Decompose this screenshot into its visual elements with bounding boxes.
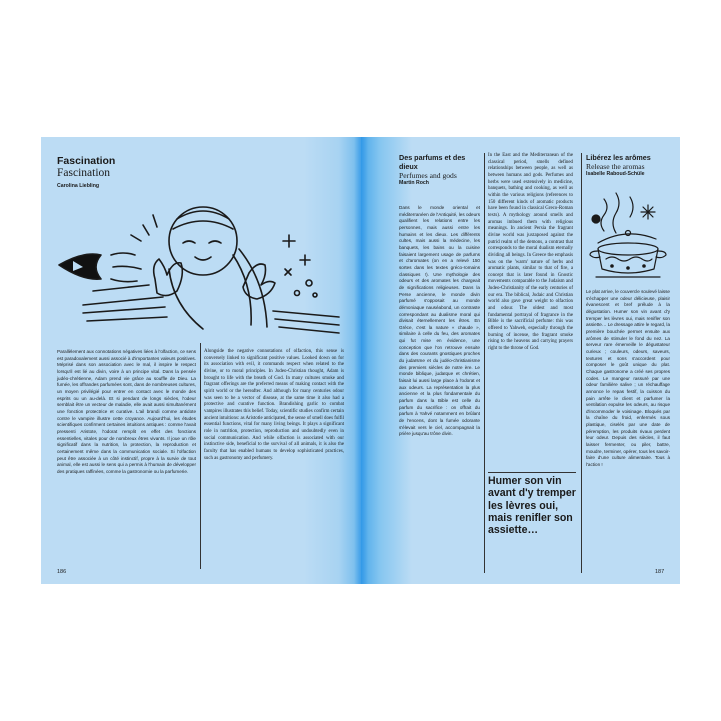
- spine-gutter: [354, 137, 368, 584]
- left-heading-en: Fascination: [57, 167, 111, 179]
- column-divider: [581, 153, 582, 573]
- aside-body: Le plat arrive, le couvercle soulevé laisse s'échapper une odeur délicieuse, plaisir évanescent et bref prélude à la dégustation. Humer son vin avant d'y tremper les lèvres oui, mais renifler son assiette… Le dressage attire le regard, la première bouchée permet ensuite aux arômes de stimuler le fond du nez. La serveur rare émerveille le dégustateur curieux ; couleurs, odeurs, saveurs, textures et sons s'accordent pour composer le goût unique du plat. Chaque gastronome a créé ses propres codes. Le mangeur rassuré par une odeur familière salive ; un réchauffage annonce le repas festif, la cuisson du pain arrête le client et parfumer la ventilation expulse les odeurs, au risque d'incommoder le voisinage. Bloqués par la chaîne du froid, enfermés sous plastique, ciselés par une date de péremption, les produits rivaux perdent leur odeur. Depuis des siècles, il faut laisser fermenter, ou piler, battre, moudre, terminer, opérer, tous les savoir-faire d'une culture alimentaire. Tous à l'action !: [586, 289, 671, 468]
- left-column-fr: [57, 349, 196, 475]
- page-number-left: 186: [57, 569, 67, 575]
- left-heading-fr: Fascination: [57, 155, 116, 167]
- right-page: [361, 137, 680, 584]
- pull-quote-text: Humer son vin avant d'y tremper les lèvres oui, mais renifler son assiette…: [488, 475, 576, 537]
- pull-quote: [488, 475, 578, 536]
- right-column-en: [488, 153, 573, 353]
- face-with-hands-illustration: [53, 195, 343, 335]
- left-body-en: Alongside the negative connotations of olfaction, this sense is conversely linked to significant positive values. Looked down on for its association with evil, it commands respect when related to the divine, or to moral principles. In Judeo-Christian thought, Adam is brought to life with the breath of God. In many cultures smoke and fragrant offerings are the preferred means of making contact with the spirit world or the hereafter. And although for many centuries odour was seen to be a vector of disease, at the same time it also had a protective and curative function. Brandishing garlic to combat vampires illustrates this belief. Today, scientific studies confirm certain ancient intuitions: as Aristotle anticipated, the sense of smell does fulfil essential functions, vital for many living beings. It plays a significant role in nutrition, protection, reproduction and undoubtedly even in social communication. And while olfaction is associated with our instinctive side, beneficial to the survival of all animals, it is also the faculty that has enabled humans to develop sophisticated practices, such as gastronomy and perfumery.: [204, 349, 344, 461]
- aside-heading-en: Release the aromas: [586, 162, 645, 171]
- aside-author: Isabelle Raboud-Schüle: [586, 171, 645, 177]
- quote-rule: [488, 472, 576, 473]
- left-column-en: [204, 349, 344, 462]
- left-author: Carolina Liebling: [57, 183, 100, 189]
- right-heading-fr: Des parfums et des dieux: [399, 153, 466, 171]
- aside-column: [586, 289, 670, 469]
- left-body-fr: Parallèlement aux connotations négatives liées à l'olfaction, ce sens est paradoxalement aussi associé à d'importantes valeurs positives. Méprisé dans son association avec le mal, il inspire le respect lorsqu'il est lié au divin, voire à un principe vital. Dans la pensée judéo-chrétienne, Adam prend vie grâce au souffle de Dieu. La fumée, les offrandes parfumées sont, dans de nombreuses cultures, un moyen privilégié pour entrer en contact avec le monde des esprits ou un au-delà. Et si pendant de longs siècles, l'odeur semblait être un vecteur de maladie, elle avait aussi simultanément une fonction protectrice et curative. L'ail brandi comme antidote contre le vampire illustre cette croyance. Aujourd'hui, les études scientifiques confirment certaines intuitions antiques : comme l'avait pressenti Aristote, l'odorat remplit en effet des fonctions essentielles, vitales pour de nombreux êtres vivants. Il joue un rôle significatif dans la nutrition, la protection, la reproduction et certainement même dans la communication sociale. Si l'olfaction peut être associée à un côté instinctif, propre à la survie de tout animal, elle est aussi le sens qui a permis à l'humain de développer des pratiques raffinées, comme la gastronomie ou la parfumerie.: [57, 349, 196, 474]
- aside-heading-block: [586, 153, 670, 178]
- cooking-pot-illustration: [586, 189, 670, 281]
- right-heading-en: Perfumes and gods: [399, 171, 457, 180]
- column-divider: [200, 343, 201, 569]
- aside-heading-fr: Libérez les arômes: [586, 153, 651, 162]
- column-divider: [484, 153, 485, 573]
- right-author: Martin Roch: [399, 180, 429, 186]
- right-body-en: In the East and the Mediterranean of the classical period, smells defined relationships between people, as well as between humans and gods. Perfumes and herbs were used extensively in medicine, banquets, bathing and cooking, as well as within the various religions (references to 150 different kinds of aromatic products have been found in classical Greco-Roman texts). A mythology around smells and aromas imbued them with religious meanings. In ancient Persia the fragrant divine world was juxtaposed against the putrid realm of the demons, a contrast that corresponds to the moral dualism eternally dividing all beings. In Greece the emphasis was on the 'warm' nature of herbs and aromatic plants, similar to that of fire, a concept that is later found in Gnostic movements comparable to the Judaism and Judeo-Christianity of the early centuries of our era. The biblical, Judaic and Christian world also gave great weight to olfaction and odour. The oldest and most fundamental portrayal of fragrance in the Bible is the sacrificial perfume: this was offered to Yahweh, especially through the burning of incense, the fragrant smoke rising to the heavens and carrying prayers right to the throne of God.: [488, 153, 573, 352]
- left-page: [41, 137, 361, 584]
- right-column-fr: [399, 205, 480, 438]
- page-number-right: 187: [655, 569, 665, 575]
- right-heading-block: [399, 153, 479, 187]
- magazine-spread: [41, 137, 680, 584]
- right-body-fr: Dans le monde oriental et méditerranéen de l'Antiquité, les odeurs qualifient les relations entre les personnes, mais aussi entre les humains et les dieux. Les différents cultes, mais aussi la médecine, les banquets, les bains ou la cuisine faisaient largement usage de parfums et d'aromates (on en a relevé 150 sortes dans les textes gréco-romains classiques !). Une mythologie des odeurs et des aromates les chargeait de significations religieuses. Dans la Perse ancienne, le monde divin parfumé s'opposait au monde démoniaque nauséabond, un contraste correspondant au dualisme moral qui divisait éternellement les êtres. En Grèce, c'est la nature « chaude », similaire à celle du feu, des aromates qui fut mise en évidence, une conception que l'on retrouve ensuite dans des courants gnostiques proches du judaïsme et du judéo-christianisme des premiers siècles de notre ère. Le monde biblique, judaïque et chrétien, faisait lui aussi large place à l'odorat et aux odeurs. La représentation la plus ancienne et la plus fondamentale du parfum dans la Bible est celle du parfum du sacrifice : on offrait du parfum à Yahvé notamment en brûlant de l'encens, dont la fumée odorante s'élevait vers le ciel, accompagnait la prière jusqu'au trône divin.: [399, 205, 480, 437]
